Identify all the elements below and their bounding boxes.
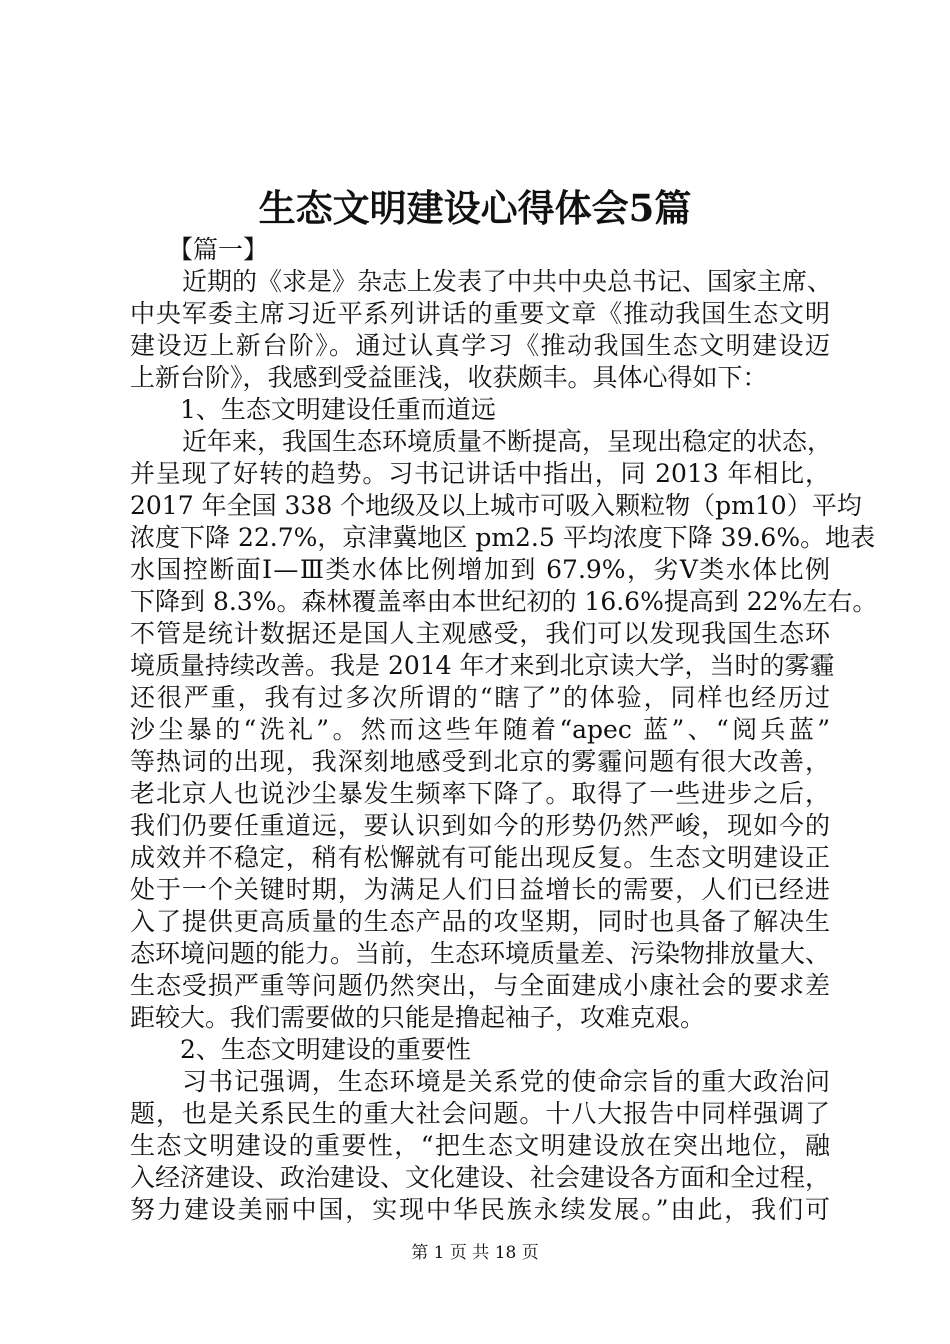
paragraph-line: 生态受损严重等问题仍然突出，与全面建成小康社会的要求差	[130, 971, 830, 1000]
paragraph-line: 老北京人也说沙尘暴发生频率下降了。取得了一些进步之后，	[130, 779, 830, 808]
paragraph-line: 入经济建设、政治建设、文化建设、社会建设各方面和全过程，	[130, 1163, 831, 1192]
document-title: 生态文明建设心得体会5篇	[258, 186, 692, 230]
paragraph-line: 习书记强调，生态环境是关系党的使命宗旨的重大政治问	[182, 1067, 830, 1096]
paragraph-line: 并呈现了好转的趋势。习书记讲话中指出，同 2013 年相比，	[130, 459, 830, 488]
paragraph-line: 近期的《求是》杂志上发表了中共中央总书记、国家主席、	[182, 267, 833, 296]
paragraph-line: 还很严重，我有过多次所谓的“瞎了”的体验，同样也经历过	[130, 683, 830, 712]
page-footer: 第 1 页 共 18 页	[411, 1243, 539, 1263]
paragraph-line: 沙尘暴的“洗礼”。然而这些年随着“apec 蓝”、“阅兵蓝”	[130, 715, 830, 744]
paragraph-line: 建设迈上新台阶》。通过认真学习《推动我国生态文明建设迈	[130, 331, 830, 360]
paragraph-line: 不管是统计数据还是国人主观感受，我们可以发现我国生态环	[130, 619, 830, 648]
section-heading: 【篇一】	[168, 235, 269, 264]
paragraph-line: 题，也是关系民生的重大社会问题。十八大报告中同样强调了	[130, 1099, 830, 1128]
paragraph-line: 近年来，我国生态环境质量不断提高，呈现出稳定的状态，	[182, 427, 833, 456]
paragraph-line: 下降到 8.3%。森林覆盖率由本世纪初的 16.6%提高到 22%左右。	[130, 587, 878, 616]
paragraph-line: 境质量持续改善。我是 2014 年才来到北京读大学，当时的雾霾	[130, 651, 835, 680]
subheading: 2、生态文明建设的重要性	[180, 1035, 471, 1064]
paragraph-line: 努力建设美丽中国，实现中华民族永续发展。”由此，我们可	[130, 1195, 830, 1224]
paragraph-line: 距较大。我们需要做的只能是撸起袖子，攻难克艰。	[130, 1003, 706, 1032]
paragraph-line: 生态文明建设的重要性，“把生态文明建设放在突出地位，融	[130, 1131, 830, 1160]
subheading: 1、生态文明建设任重而道远	[180, 395, 496, 424]
paragraph-line: 态环境问题的能力。当前，生态环境质量差、污染物排放量大、	[130, 939, 831, 968]
paragraph-line: 处于一个关键时期，为满足人们日益增长的需要，人们已经进	[130, 875, 830, 904]
paragraph-line: 中央军委主席习近平系列讲话的重要文章《推动我国生态文明	[130, 299, 830, 328]
paragraph-line: 入了提供更高质量的生态产品的攻坚期，同时也具备了解决生	[130, 907, 830, 936]
paragraph-line: 我们仍要任重道远，要认识到如今的形势仍然严峻，现如今的	[130, 811, 830, 840]
paragraph-line: 上新台阶》，我感到受益匪浅，收获颇丰。具体心得如下：	[130, 363, 768, 392]
paragraph-line: 浓度下降 22.7%，京津冀地区 pm2.5 平均浓度下降 39.6%。地表	[130, 523, 876, 552]
paragraph-line: 2017 年全国 338 个地级及以上城市可吸入颗粒物（pm10）平均	[130, 491, 862, 520]
paragraph-line: 水国控断面Ⅰ—Ⅲ类水体比例增加到 67.9%，劣Ⅴ类水体比例	[130, 555, 830, 584]
paragraph-line: 等热词的出现，我深刻地感受到北京的雾霾问题有很大改善，	[130, 747, 830, 776]
paragraph-line: 成效并不稳定，稍有松懈就有可能出现反复。生态文明建设正	[130, 843, 830, 872]
